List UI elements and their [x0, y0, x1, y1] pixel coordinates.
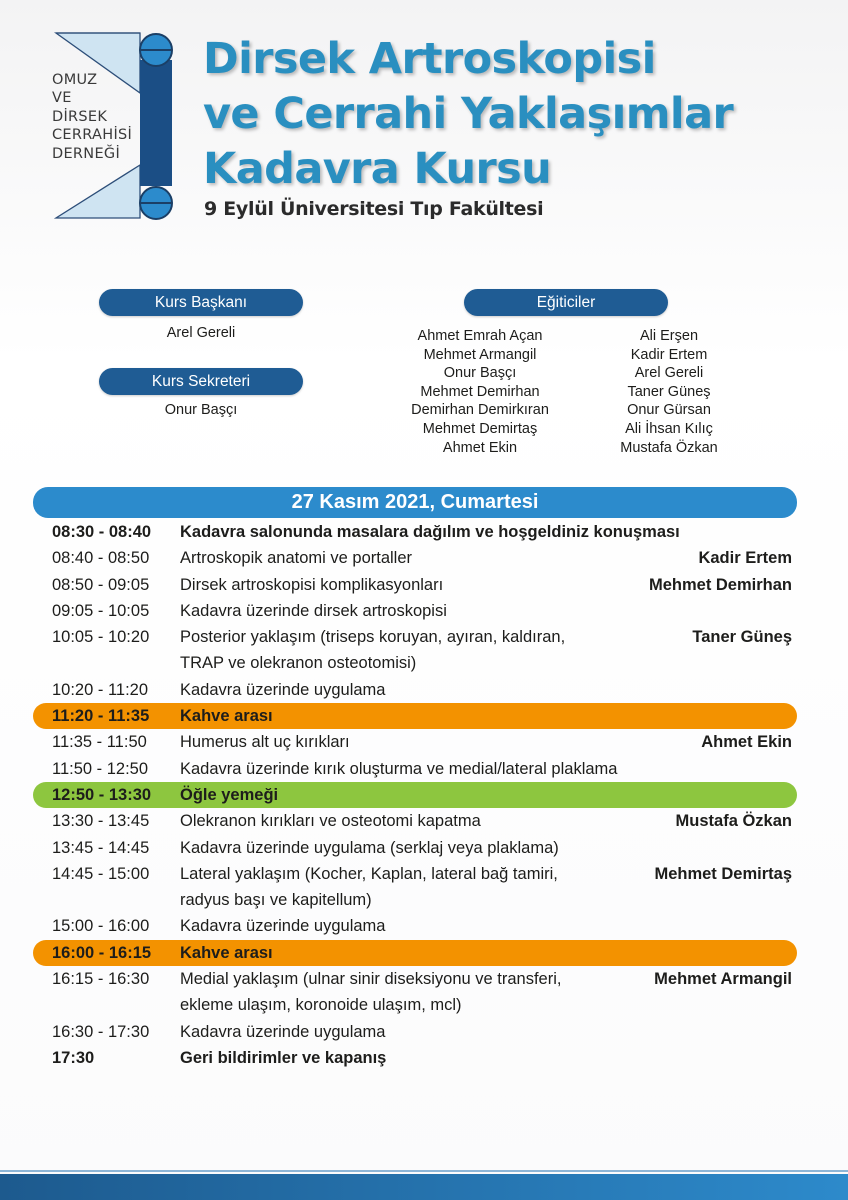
trainer-name: Mustafa Özkan — [620, 439, 718, 456]
session-time: 16:30 - 17:30 — [52, 1022, 150, 1041]
session-topic-line: Lateral yaklaşım (Kocher, Kaplan, lateral bağ tamiri, — [180, 864, 558, 883]
session-topic — [180, 782, 620, 808]
session-time: 12:50 - 13:30 — [52, 785, 152, 804]
title-line: Dirsek Artroskopisi — [203, 34, 656, 84]
trainer-name: Ahmet Ekin — [442, 439, 518, 456]
session-topic — [180, 808, 620, 834]
session-topic-line: Kahve arası — [180, 943, 273, 962]
session-speaker: Taner Güneş — [692, 628, 792, 647]
session-speaker: Mehmet Demirtaş — [654, 864, 792, 883]
session-topic-line: ekleme ulaşım, koronoide ulaşım, mcl) — [180, 996, 462, 1015]
session-time: 16:15 - 16:30 — [52, 970, 150, 989]
session-topic-line: Öğle yemeği — [180, 785, 279, 804]
session-time: 11:35 - 11:50 — [52, 733, 147, 752]
course-title — [203, 32, 733, 197]
day-date-bar: 27 Kasım 2021, Cumartesi — [33, 487, 797, 518]
trainer-name: Ali Erşen — [639, 328, 699, 344]
footer-divider — [0, 1170, 848, 1172]
session-topic — [180, 756, 620, 782]
schedule-row — [0, 808, 848, 834]
trainer-name: Arel Gereli — [634, 365, 704, 382]
session-topic — [180, 913, 620, 939]
session-topic — [180, 1045, 620, 1071]
venue-subtitle: 9 Eylül Üniversitesi Tıp Fakültesi — [204, 198, 544, 220]
schedule-row — [0, 913, 848, 939]
session-topic-line: radyus başı ve kapitellum) — [180, 891, 372, 910]
session-time: 10:20 - 11:20 — [52, 680, 149, 699]
session-topic — [180, 677, 620, 703]
session-time: 17:30 — [52, 1048, 95, 1067]
logo-line: DİRSEK — [52, 108, 108, 125]
trainer-name: Onur Gürsan — [627, 402, 711, 419]
logo-line: CERRAHİSİ — [52, 127, 133, 144]
trainer-name: Mehmet Demirtaş — [422, 420, 538, 437]
schedule-break-row — [33, 782, 797, 808]
schedule-row — [0, 835, 848, 861]
session-topic — [180, 1019, 620, 1045]
session-time: 16:00 - 16:15 — [52, 943, 152, 962]
session-topic-line: Kadavra üzerinde dirsek artroskopisi — [180, 601, 447, 620]
trainer-name: Onur Başçı — [443, 365, 517, 382]
schedule-row — [0, 756, 848, 782]
trainer-name: Mehmet Demirhan — [420, 383, 540, 400]
session-time: 11:20 - 11:35 — [52, 707, 150, 726]
session-time: 09:05 - 10:05 — [52, 601, 150, 620]
trainers-label: Eğiticiler — [464, 289, 668, 316]
session-speaker: Mustafa Özkan — [675, 812, 792, 831]
session-topic — [180, 835, 620, 861]
schedule-break-row — [33, 703, 797, 729]
session-topic — [180, 729, 620, 755]
session-topic-line: Kadavra üzerinde uygulama — [180, 917, 386, 936]
session-speaker: Ahmet Ekin — [701, 733, 792, 752]
session-topic-line: Geri bildirimler ve kapanış — [180, 1048, 387, 1067]
schedule-row — [0, 598, 848, 624]
session-topic — [180, 940, 620, 966]
session-topic-line: Kahve arası — [180, 707, 273, 726]
session-time: 11:50 - 12:50 — [52, 759, 149, 778]
program-schedule — [0, 519, 848, 1071]
session-topic-line: Kadavra üzerinde uygulama — [180, 680, 386, 699]
title-line: ve Cerrahi Yaklaşımlar — [203, 89, 734, 139]
session-time: 08:40 - 08:50 — [52, 549, 150, 568]
session-time: 08:30 - 08:40 — [52, 523, 152, 541]
session-topic — [180, 624, 620, 677]
logo-line: VE — [52, 90, 72, 107]
session-topic-line: Artroskopik anatomi ve portaller — [180, 549, 413, 568]
session-topic — [180, 519, 680, 545]
session-topic-line: TRAP ve olekranon osteotomisi) — [180, 654, 417, 673]
schedule-row — [0, 729, 848, 755]
session-time: 13:30 - 13:45 — [52, 812, 150, 831]
session-topic-line: Olekranon kırıkları ve osteotomi kapatma — [180, 812, 481, 831]
session-speaker: Mehmet Demirhan — [648, 575, 792, 594]
session-time: 13:45 - 14:45 — [52, 838, 150, 857]
session-topic-line: Kadavra üzerinde uygulama (serklaj veya plaklama) — [180, 838, 559, 857]
session-topic-line: Dirsek artroskopisi komplikasyonları — [180, 575, 444, 594]
session-topic — [180, 703, 620, 729]
session-speaker: Mehmet Armangil — [654, 970, 792, 989]
session-topic-line: Medial yaklaşım (ulnar sinir diseksiyonu ve transferi, — [180, 970, 562, 989]
session-time: 08:50 - 09:05 — [52, 575, 150, 594]
schedule-row — [0, 966, 848, 1019]
secretary-label: Kurs Sekreteri — [99, 368, 303, 395]
schedule-row — [0, 624, 848, 677]
session-topic-line: Kadavra üzerinde uygulama — [180, 1022, 386, 1041]
title-line: Kadavra Kursu — [203, 144, 552, 194]
session-topic — [180, 966, 620, 1019]
trainer-name: Ahmet Emrah Açan — [417, 328, 543, 344]
schedule-break-row — [33, 940, 797, 966]
session-topic-line: Kadavra salonunda masalara dağılım ve hoşgeldiniz konuşması — [180, 523, 680, 541]
session-topic-line: Humerus alt uç kırıkları — [180, 733, 350, 752]
session-time: 15:00 - 16:00 — [52, 917, 150, 936]
trainers-list-right — [590, 327, 748, 457]
session-topic — [180, 545, 620, 571]
trainer-name: Ali İhsan Kılıç — [625, 420, 713, 437]
session-topic-line: Posterior yaklaşım (triseps koruyan, ayıran, kaldıran, — [180, 628, 566, 647]
schedule-row — [0, 519, 848, 545]
trainer-name: Taner Güneş — [627, 383, 711, 400]
session-speaker: Kadir Ertem — [698, 549, 792, 568]
logo-line: DERNEĞİ — [52, 145, 121, 162]
session-topic — [180, 598, 620, 624]
trainer-name: Kadir Ertem — [630, 346, 708, 363]
trainers-list-left — [395, 327, 565, 457]
schedule-row — [0, 1019, 848, 1045]
trainer-name: Demirhan Demirkıran — [411, 402, 549, 419]
president-name: Arel Gereli — [166, 325, 236, 341]
schedule-row — [0, 677, 848, 703]
president-label: Kurs Başkanı — [99, 289, 303, 316]
footer-band — [0, 1174, 848, 1200]
trainer-name: Mehmet Armangil — [423, 346, 537, 363]
logo-text — [52, 71, 142, 163]
secretary-name: Onur Başçı — [164, 402, 238, 418]
schedule-row — [0, 545, 848, 571]
schedule-row — [0, 1045, 848, 1071]
logo-line: OMUZ — [52, 72, 98, 88]
session-time: 14:45 - 15:00 — [52, 864, 150, 883]
session-time: 10:05 - 10:20 — [52, 628, 150, 647]
session-topic — [180, 572, 620, 598]
session-topic — [180, 861, 620, 914]
schedule-row — [0, 861, 848, 914]
schedule-row — [0, 572, 848, 598]
session-topic-line: Kadavra üzerinde kırık oluşturma ve medial/lateral plaklama — [180, 759, 618, 778]
